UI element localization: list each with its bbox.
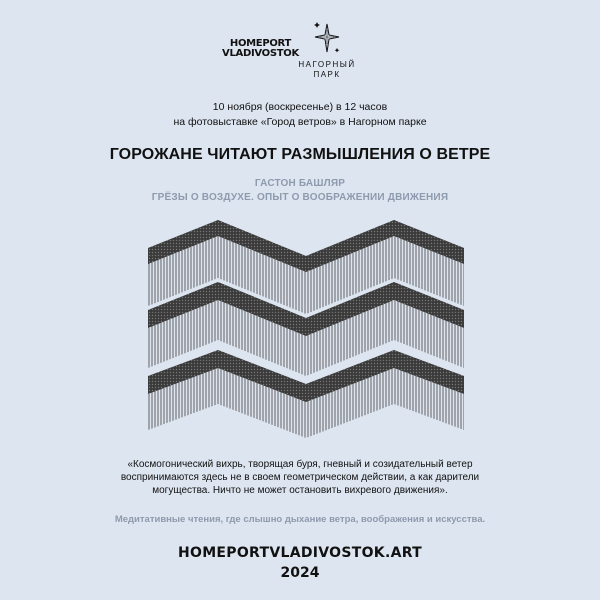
- homeport-logo-line1: HOMEPORT: [229, 38, 292, 49]
- quote-line-3: могущества. Ничто не может остановить вихревого движения».: [152, 485, 448, 496]
- page-title: ГОРОЖАНЕ ЧИТАЮТ РАЗМЫШЛЕНИЯ О ВЕТРЕ: [109, 146, 491, 163]
- wind-waves-artwork: [148, 218, 464, 450]
- quote-line-1: «Космогонический вихрь, творящая буря, гневный и созидательный ветер: [127, 459, 473, 470]
- year: 2024: [280, 565, 320, 581]
- star-icon: [311, 18, 343, 56]
- event-info: [0, 100, 600, 130]
- book-title: ГРЁЗЫ О ВОЗДУХЕ. ОПЫТ О ВООБРАЖЕНИИ ДВИЖЕНИЯ: [151, 192, 449, 203]
- park-logo-line2: ПАРК: [313, 70, 341, 79]
- logos: [0, 18, 600, 88]
- event-description: Медитативные чтения, где слышно дыхание ветра, воображения и искусства.: [114, 514, 486, 525]
- author-name: ГАСТОН БАШЛЯР: [254, 178, 346, 189]
- author-block: [0, 177, 600, 205]
- website-link[interactable]: HOMEPORTVLADIVOSTOK.ART: [177, 545, 423, 561]
- nagorny-park-logo[interactable]: [292, 18, 362, 80]
- homeport-logo-line2: VLADIVOSTOK: [222, 48, 299, 59]
- homeport-vladivostok-logo[interactable]: [222, 39, 299, 59]
- quote: [80, 458, 520, 497]
- park-logo-line1: НАГОРНЫЙ: [298, 60, 356, 69]
- event-date: 10 ноября (воскресенье) в 12 часов: [212, 101, 388, 113]
- quote-line-2: воспринимаются здесь не в своем геометрическом действии, а как дарители: [120, 472, 480, 483]
- event-place: на фотовыставке «Город ветров» в Нагорном парке: [173, 116, 427, 128]
